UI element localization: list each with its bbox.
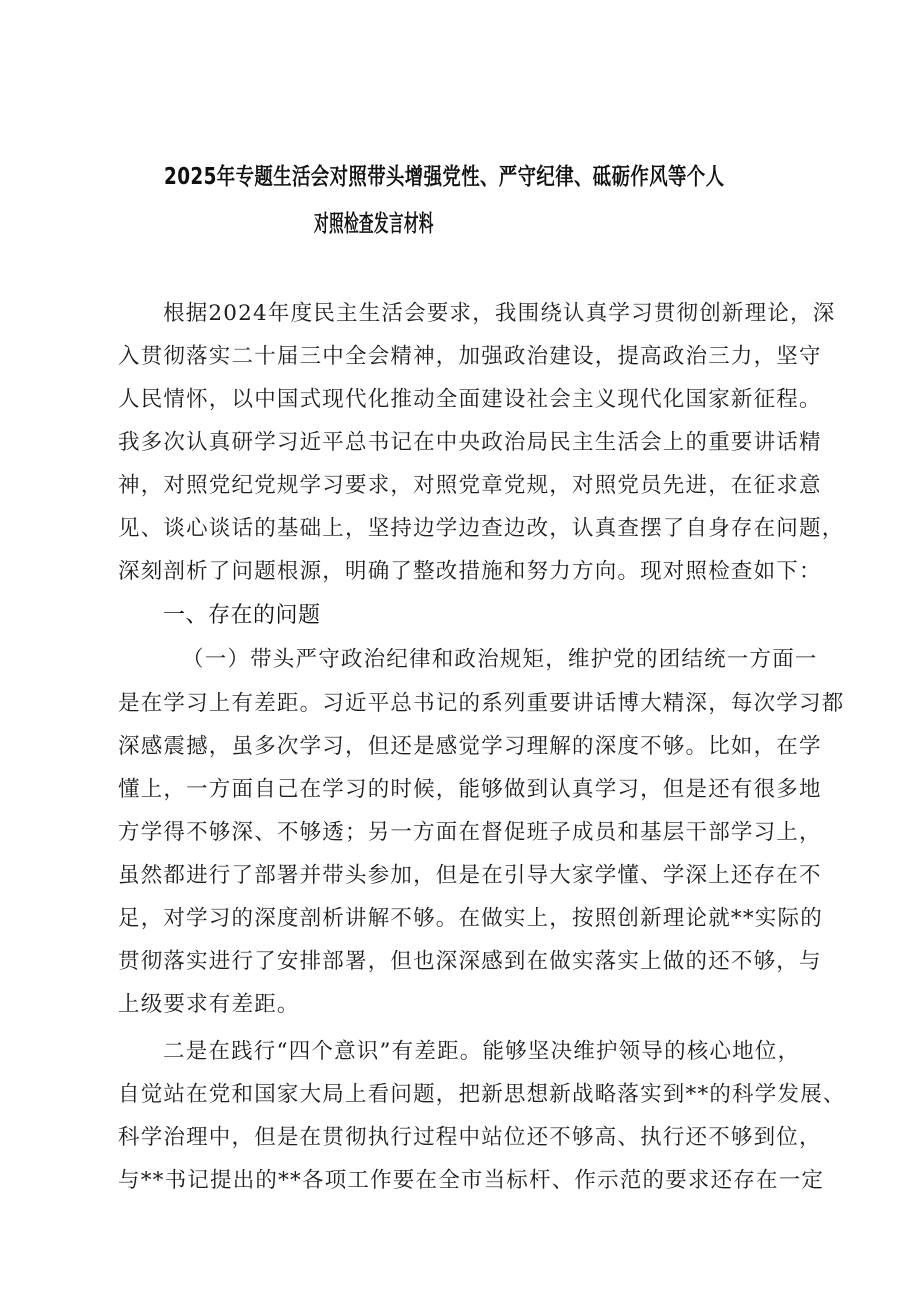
section-heading: 一、存在的问题 [163, 603, 321, 628]
subsection-line: 贯彻落实进行了安排部署，但也深深感到在做实落实上做的还不够，与 [118, 949, 822, 974]
subsection-line: 方学得不够深、不够透；另一方面在督促班子成员和基层干部学习上， [118, 820, 822, 845]
point2-line: 科学治理中，但是在贯彻执行过程中站位还不够高、执行还不够到位， [118, 1125, 822, 1150]
subsection-line: 是在学习上有差距。习近平总书记的系列重要讲话博大精深，每次学习都 [118, 691, 845, 716]
document-title-line2: 对照检查发言材料 [314, 211, 434, 237]
intro-line: 我多次认真研学习近平总书记在中央政治局民主生活会上的重要讲话精 [118, 430, 822, 455]
intro-line: 深刻剖析了问题根源，明确了整改措施和努力方向。现对照检查如下： [118, 559, 822, 584]
subsection-line: （一）带头严守政治纪律和政治规矩，维护党的团结统一方面一 [182, 647, 818, 672]
point2-line: 二是在践行“四个意识”有差距。能够坚决维护领导的核心地位， [163, 1039, 801, 1064]
intro-line: 人民情怀，以中国式现代化推动全面建设社会主义现代化国家新征程。 [118, 387, 822, 412]
subsection-line: 懂上，一方面自己在学习的时候，能够做到认真学习，但是还有很多地 [118, 777, 822, 802]
point2-line: 自觉站在党和国家大局上看问题，把新思想新战略落实到**的科学发展、 [118, 1082, 846, 1107]
intro-line: 见、谈心谈话的基础上，坚持边学边查边改，认真查摆了自身存在问题， [118, 516, 845, 541]
intro-line: 根据2024年度民主生活会要求，我围绕认真学习贯彻创新理论，深 [163, 301, 836, 326]
subsection-line: 虽然都进行了部署并带头参加，但是在引导大家学懂、学深上还存在不 [118, 863, 822, 888]
point2-line: 与**书记提出的**各项工作要在全市当标杆、作示范的要求还存在一定 [118, 1168, 825, 1193]
subsection-line: 深感震撼，虽多次学习，但还是感觉学习理解的深度不够。比如，在学 [118, 734, 822, 759]
subsection-line: 上级要求有差距。 [118, 992, 300, 1017]
document-title-line1: 2025年专题生活会对照带头增强党性、严守纪律、砥砺作风等个人 [164, 164, 725, 190]
subsection-line: 足，对学习的深度剖析讲解不够。在做实上，按照创新理论就**实际的 [118, 906, 823, 931]
intro-line: 入贯彻落实二十届三中全会精神，加强政治建设，提高政治三力，坚守 [118, 344, 822, 369]
intro-line: 神，对照党纪党规学习要求，对照党章党规，对照党员先进，在征求意 [118, 473, 822, 498]
